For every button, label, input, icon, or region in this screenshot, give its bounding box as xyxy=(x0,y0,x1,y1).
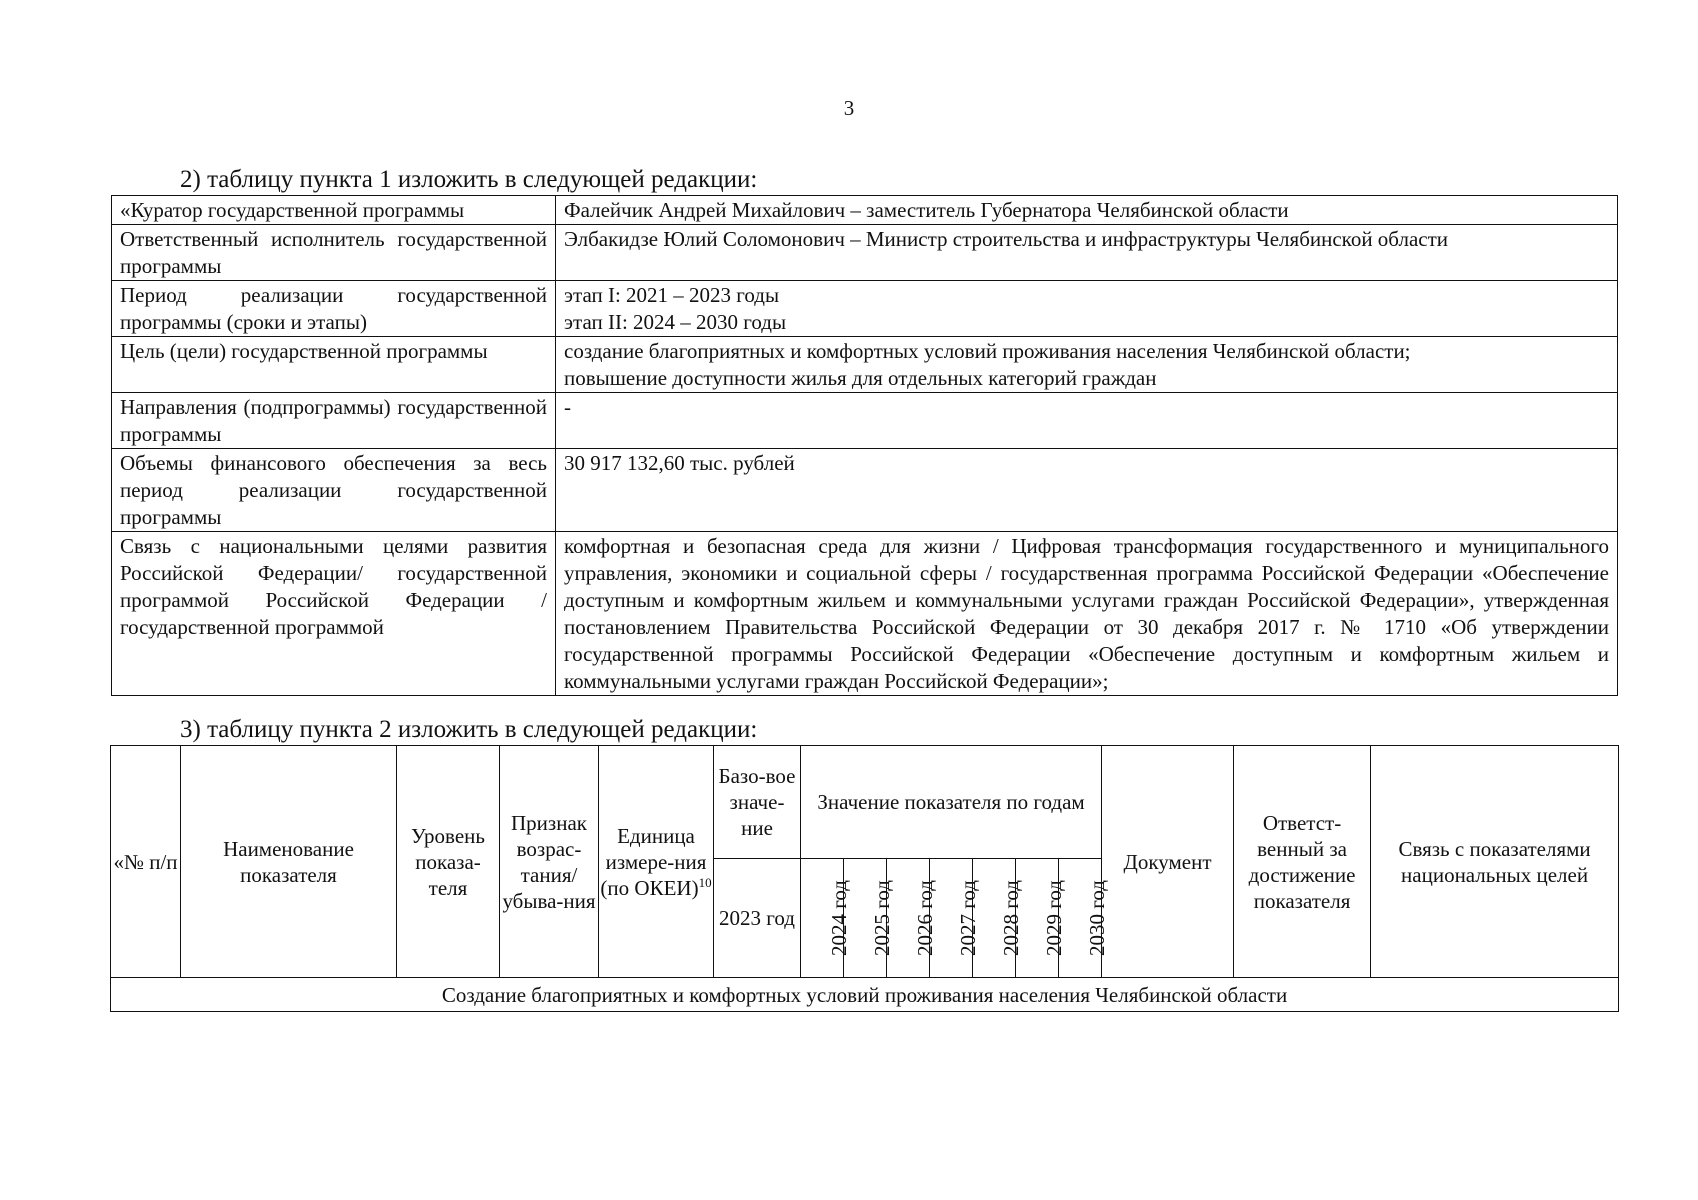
section-2-heading: 2) таблицу пункта 1 изложить в следующей редакции: xyxy=(180,166,758,193)
passport-row-directions xyxy=(112,393,1618,449)
header-base-year: 2023 год xyxy=(714,859,801,978)
passport-table xyxy=(111,195,1618,696)
row-value xyxy=(556,225,1618,281)
row-label: Цель (цели) государственной программы xyxy=(112,337,556,393)
header-number: «№ п/п xyxy=(111,746,181,978)
value-line: Элбакидзе Юлий Соломонович – Министр строительства и инфраструктуры Челябинской области xyxy=(564,227,1448,251)
passport-row-executor xyxy=(112,225,1618,281)
year-label: 2030 год xyxy=(1084,880,1109,956)
section-3-heading: 3) таблицу пункта 2 изложить в следующей редакции: xyxy=(180,716,758,743)
value-line: повышение доступности жилья для отдельных категорий граждан xyxy=(564,366,1157,390)
header-level: Уровень показа-теля xyxy=(397,746,500,978)
row-value xyxy=(556,393,1618,449)
row-value xyxy=(556,532,1618,696)
value-line: - xyxy=(564,395,571,419)
page-number: 3 xyxy=(843,96,855,120)
value-line: Фалейчик Андрей Михайлович – заместитель Губернатора Челябинской области xyxy=(564,198,1289,222)
passport-row-curator xyxy=(112,196,1618,225)
header-values-by-year: Значение показателя по годам xyxy=(801,746,1102,859)
header-row-top xyxy=(111,746,1619,859)
value-line: 30 917 132,60 тыс. рублей xyxy=(564,451,795,475)
year-label: 2025 год xyxy=(869,880,894,956)
header-year-2024 xyxy=(801,859,851,978)
value-line: этап I: 2021 – 2023 годы xyxy=(564,283,780,307)
header-unit-text: Единица измере-ния (по ОКЕИ) xyxy=(600,823,707,900)
row-label: Период реализации государственной программы (сроки и этапы) xyxy=(112,281,556,337)
row-label: Объемы финансового обеспечения за весь период реализации государственной программы xyxy=(112,449,556,532)
row-label: Ответственный исполнитель государственной программы xyxy=(112,225,556,281)
passport-row-period xyxy=(112,281,1618,337)
row-label: Направления (подпрограммы) государственной программы xyxy=(112,393,556,449)
row-label: Связь с национальными целями развития Российской Федерации/ государственной программой Российской Федерации / государственной программой xyxy=(112,532,556,696)
row-value xyxy=(556,337,1618,393)
header-unit xyxy=(599,746,714,978)
row-value xyxy=(556,449,1618,532)
row-value xyxy=(556,281,1618,337)
header-name: Наименование показателя xyxy=(181,746,397,978)
header-base-value: Базо-вое значе-ние xyxy=(714,746,801,859)
header-national-link: Связь с показателями национальных целей xyxy=(1371,746,1619,978)
value-line: комфортная и безопасная среда для жизни / Цифровая трансформация государственного и муниципального управления, экономики и социальной сферы / государственная программа Российской Федерации «Обеспечение доступным и комфортным жильем и коммунальными услугами граждан Российской Федерации», утвержденная постановлением Правительства Российской Федерации от 30 декабря 2017 г. № 1710 «Об утверждении государственной программы Российской Федерации «Обеспечение доступным и комфортным жильем и коммунальными услугами граждан Российской Федерации»; xyxy=(564,534,1609,693)
section-row xyxy=(111,978,1619,1012)
indicators-table xyxy=(110,745,1619,1012)
year-label: 2026 год xyxy=(912,880,937,956)
passport-row-goals xyxy=(112,337,1618,393)
passport-row-national-link xyxy=(112,532,1618,696)
section-row-title: Создание благоприятных и комфортных условий проживания населения Челябинской области xyxy=(111,978,1619,1012)
row-label: «Куратор государственной программы xyxy=(112,196,556,225)
header-trend: Признак возрас-тания/ убыва-ния xyxy=(500,746,599,978)
year-label: 2024 год xyxy=(826,880,851,956)
year-label: 2028 год xyxy=(998,880,1023,956)
value-line: этап II: 2024 – 2030 годы xyxy=(564,310,787,334)
passport-row-funding xyxy=(112,449,1618,532)
value-line: создание благоприятных и комфортных условий проживания населения Челябинской области; xyxy=(564,339,1411,363)
year-label: 2029 год xyxy=(1041,880,1066,956)
header-document: Документ xyxy=(1102,746,1234,978)
row-value xyxy=(556,196,1618,225)
header-responsible: Ответст-венный за достижение показателя xyxy=(1234,746,1371,978)
year-label: 2027 год xyxy=(955,880,980,956)
footnote-marker: 10 xyxy=(698,874,712,890)
